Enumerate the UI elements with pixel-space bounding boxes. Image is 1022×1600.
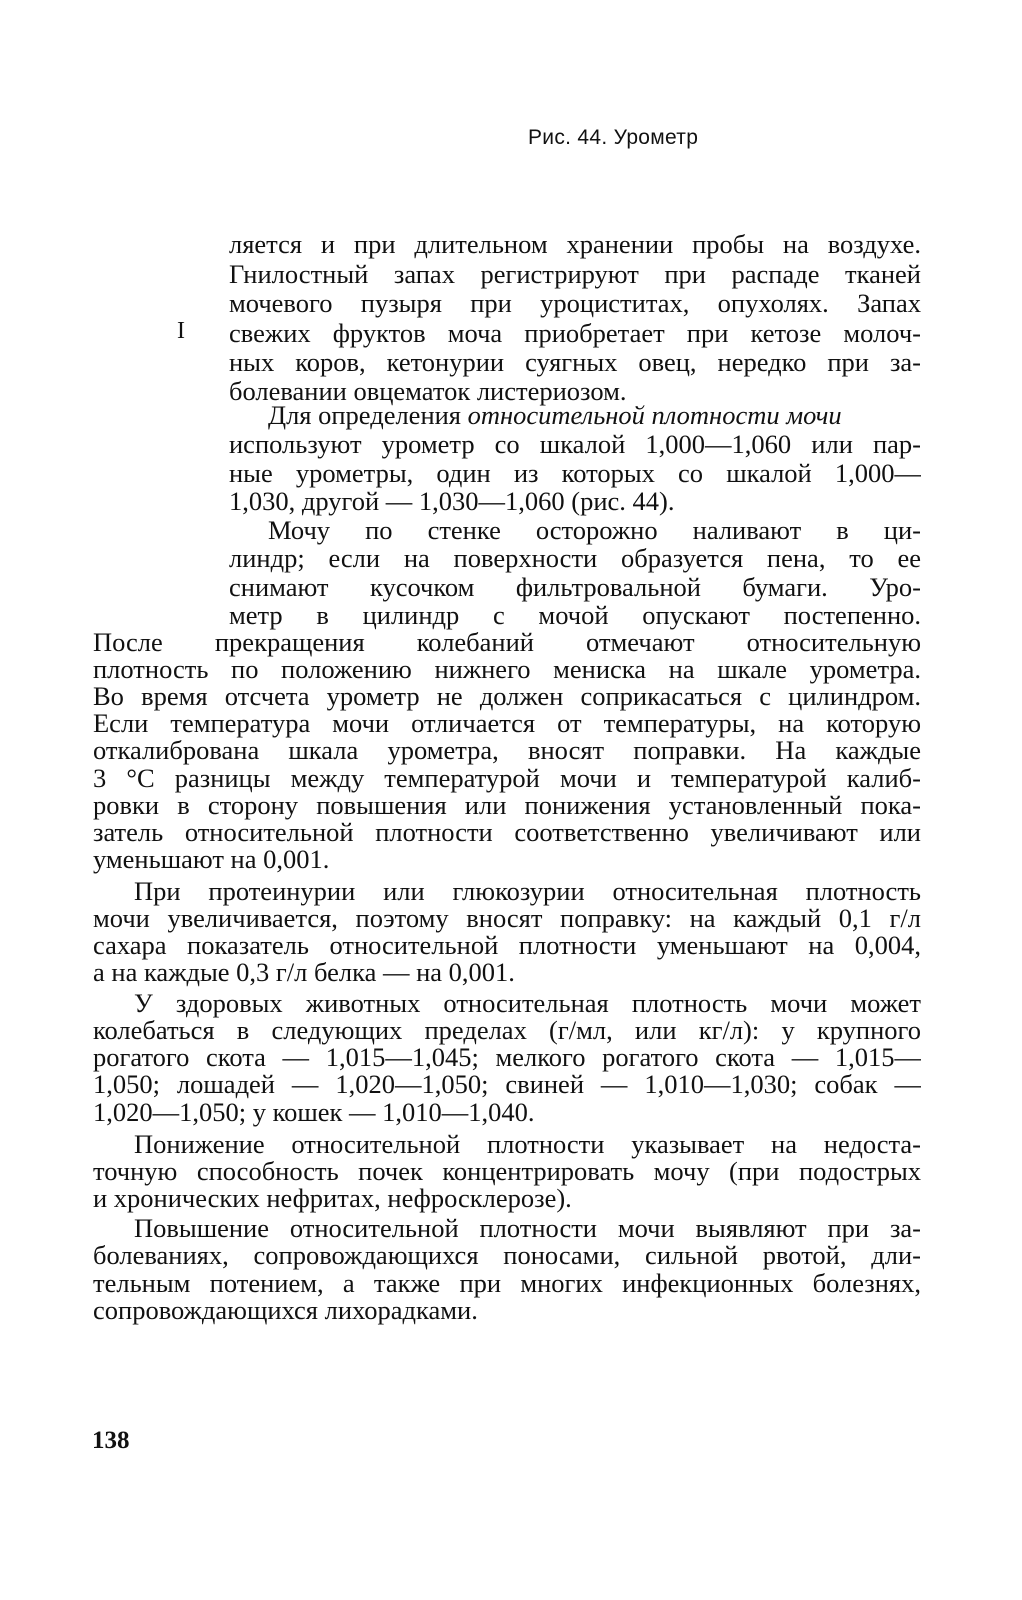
text-line: болевании овцематок листериозом. xyxy=(229,376,627,406)
text-line: свежих фруктов моча приобретает при кетозе молоч- xyxy=(229,318,921,348)
text-span: Для определения xyxy=(268,400,461,430)
text-line: Если температура мочи отличается от температуры, на которую xyxy=(93,708,921,738)
text-line: снимают кусочком фильтровальной бумаги. Уро- xyxy=(229,572,921,602)
text-line: а на каждые 0,3 г/л белка — на 0,001. xyxy=(93,957,515,987)
text-line: После прекращения колебаний отмечают относительную xyxy=(93,627,921,657)
text-line: используют урометр со шкалой 1,000—1,060 или пар- xyxy=(229,429,921,459)
text-line: мочевого пузыря при уроциститах, опухолях. Запах xyxy=(229,288,921,318)
text-line: затель относительной плотности соответственно увеличивают или xyxy=(93,817,921,847)
text-line: Во время отсчета урометр не должен соприкасаться с цилиндром. xyxy=(93,681,921,711)
text-line: ные урометры, один из которых со шкалой 1,000— xyxy=(229,458,921,488)
text-line: Мочу по стенке осторожно наливают в ци- xyxy=(268,515,921,545)
text-line: метр в цилиндр с мочой опускают постепенно. xyxy=(229,600,921,630)
text-line: откалибрована шкала урометра, вносят поправки. На каждые xyxy=(93,735,921,765)
text-line: 1,050; лошадей — 1,020—1,050; свиней — 1,010—1,030; собак — xyxy=(93,1069,921,1099)
text-line: У здоровых животных относительная плотность мочи может xyxy=(134,988,921,1018)
text-line: ных коров, кетонурии суягных овец, нередко при за- xyxy=(229,347,921,377)
text-line: сопровождающихся лихорадками. xyxy=(93,1295,478,1325)
figure-caption: Рис. 44. Урометр xyxy=(528,126,699,149)
text-line: точную способность почек концентрировать мочу (при подострых xyxy=(93,1156,921,1186)
text-line: уменьшают на 0,001. xyxy=(93,844,330,874)
text-line: рогатого скота — 1,015—1,045; мелкого рогатого скота — 1,015— xyxy=(93,1042,921,1072)
italic-term: относительной плотности мочи xyxy=(467,400,842,430)
text-line: мочи увеличивается, поэтому вносят поправку: на каждый 0,1 г/л xyxy=(93,903,921,933)
text-line: сахара показатель относительной плотности уменьшают на 0,004, xyxy=(93,930,921,960)
text-line: и хронических нефритах, нефросклерозе). xyxy=(93,1183,572,1213)
text-line: 1,020—1,050; у кошек — 1,010—1,040. xyxy=(93,1097,535,1127)
margin-mark: I xyxy=(177,318,185,344)
text-line: 1,030, другой — 1,030—1,060 (рис. 44). xyxy=(229,486,675,516)
text-line: 3 °С разницы между температурой мочи и температурой калиб- xyxy=(93,763,921,793)
text-line: Гнилостный запах регистрируют при распаде тканей xyxy=(229,259,921,289)
page-number: 138 xyxy=(92,1427,130,1454)
text-line: плотность по положению нижнего мениска на шкале урометра. xyxy=(93,654,921,684)
text-line: Понижение относительной плотности указывает на недоста- xyxy=(134,1129,921,1159)
text-line: тельным потением, а также при многих инфекционных болезнях, xyxy=(93,1268,921,1298)
text-line: При протеинурии или глюкозурии относительная плотность xyxy=(134,876,921,906)
text-line: ляется и при длительном хранении пробы на воздухе. xyxy=(229,229,921,259)
text-line: ровки в сторону повышения или понижения установленный пока- xyxy=(93,790,921,820)
text-line: колебаться в следующих пределах (г/мл, или кг/л): у крупного xyxy=(93,1015,921,1045)
text-line xyxy=(268,400,921,430)
text-line: линдр; если на поверхности образуется пена, то ее xyxy=(229,543,921,573)
text-line: Повышение относительной плотности мочи выявляют при за- xyxy=(134,1213,921,1243)
text-line: болеваниях, сопровождающихся поносами, сильной рвотой, дли- xyxy=(93,1240,921,1270)
